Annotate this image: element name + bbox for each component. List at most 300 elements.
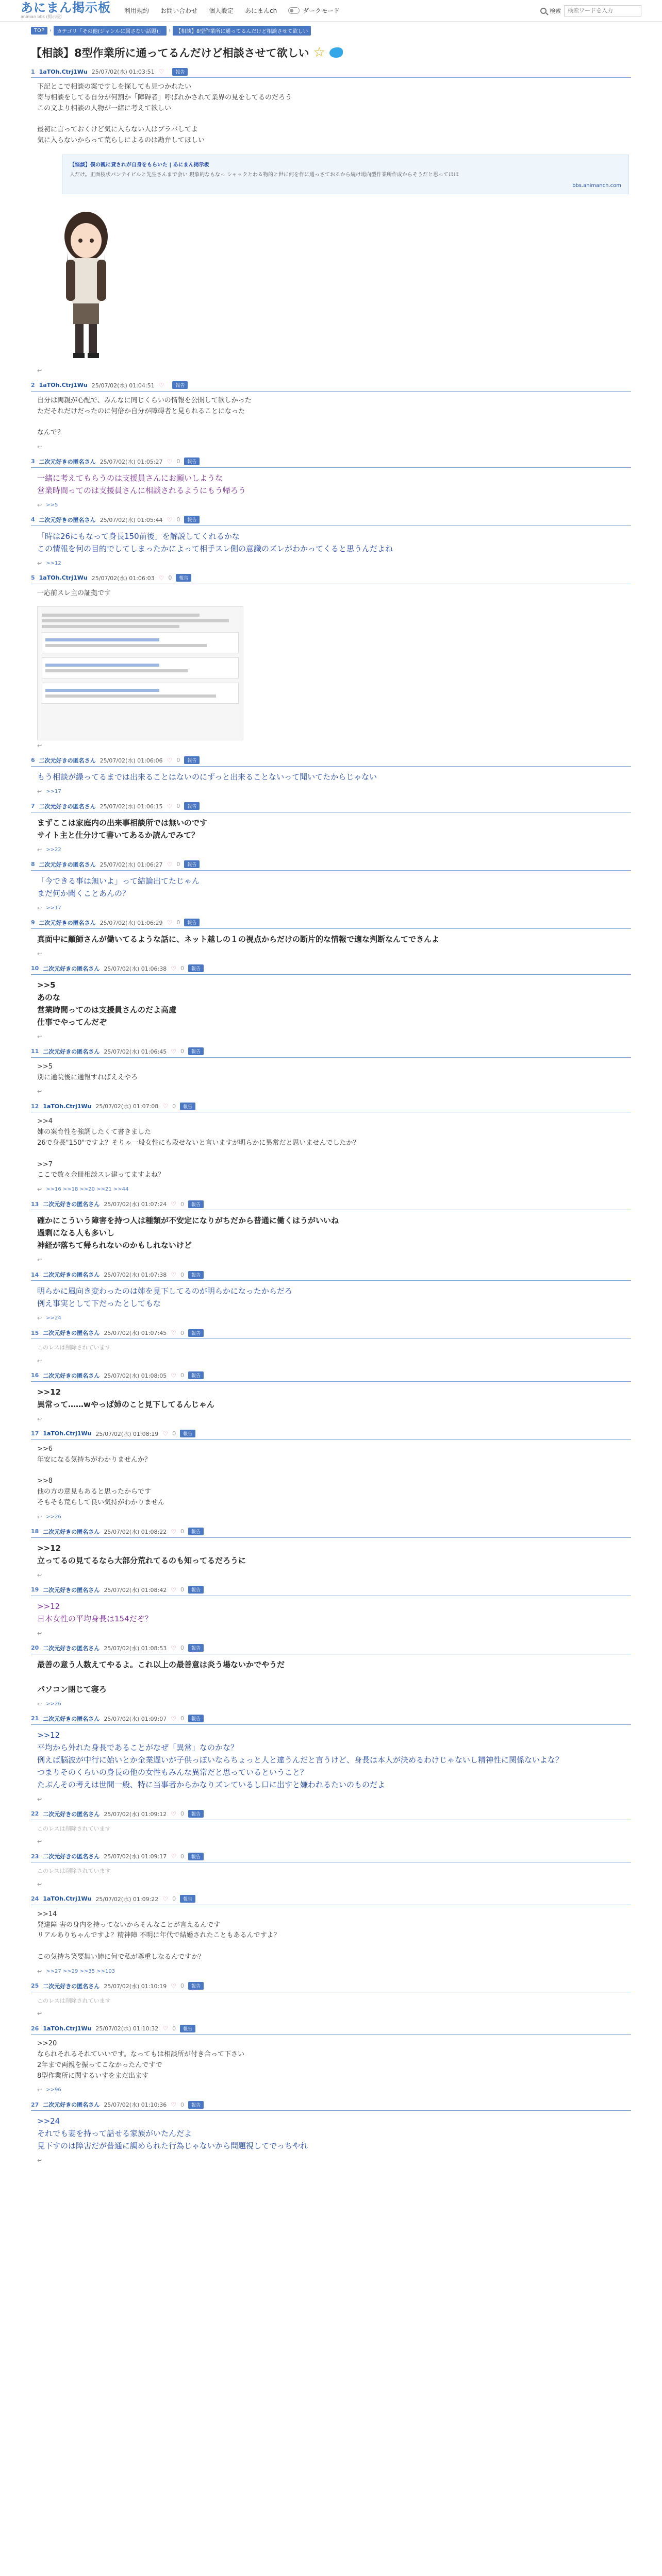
report-button[interactable]: 報告 — [188, 1586, 204, 1594]
post-author: 二次元好きの匿名さん — [43, 2102, 100, 2109]
report-button[interactable]: 報告 — [188, 1528, 204, 1535]
post-number[interactable]: 22 — [31, 1810, 39, 1818]
post — [31, 1852, 631, 1888]
post-author: 二次元好きの匿名さん — [43, 1528, 100, 1535]
post-header — [31, 1047, 631, 1058]
like-heart-icon[interactable]: ♡ — [171, 964, 176, 972]
post-author: 二次元好きの匿名さん — [43, 1715, 100, 1722]
post-footer — [31, 844, 631, 853]
post-body: 確かにこういう障害を持つ人は種類が不安定になりがちだから普通に働くはうがいいね 過剰になる人も多いし 神経が落ちて帰られないのかもしれないけど — [37, 1216, 339, 1250]
post-body: 一緒に考えてもらうのは支援員さんにお願いしような 営業時間ってのは支援員さんに相談されるようにもう帰ろう — [37, 473, 246, 495]
post-body: このレスは削除されています — [37, 1997, 111, 2004]
post — [31, 1715, 631, 1803]
post-number[interactable]: 27 — [31, 2101, 39, 2108]
screenshot-line — [42, 625, 179, 628]
like-count: 0 — [176, 757, 180, 764]
breadcrumb-thread[interactable]: 【相談】8型作業所に通ってるんだけど相談させて欲しい — [173, 26, 311, 36]
report-button[interactable]: 報告 — [184, 802, 200, 810]
post-footer — [31, 1184, 631, 1193]
post-body: >>6 年安になる気持ちがわかりませんか？ >>8 他の方の意見もあると思ったからです そもそも荒らして良い気持がわかりません — [37, 1445, 165, 1506]
reply-icon[interactable]: ↩ — [37, 1315, 42, 1322]
like-count: 0 — [180, 1645, 184, 1652]
post-date: 25/07/02(水) 01:08:42 — [104, 1586, 167, 1594]
report-button[interactable]: 報告 — [188, 1715, 204, 1722]
like-count: 0 — [180, 1329, 184, 1336]
post — [31, 1644, 631, 1707]
like-heart-icon[interactable]: ♡ — [162, 1430, 169, 1437]
reply-icon[interactable]: ↩ — [37, 1700, 42, 1707]
reply-icon[interactable]: ↩ — [37, 950, 42, 957]
post-number[interactable]: 17 — [31, 1430, 39, 1437]
screenshot-line — [45, 694, 216, 698]
report-button[interactable]: 報告 — [184, 756, 200, 764]
post-header — [31, 1715, 631, 1725]
post-header — [31, 964, 631, 975]
report-button[interactable]: 報告 — [172, 68, 188, 76]
like-count: 0 — [180, 1048, 184, 1055]
thread-header — [31, 40, 631, 67]
reply-links[interactable]: >>96 — [46, 2087, 61, 2093]
post-header — [31, 457, 631, 468]
post-date: 25/07/02(水) 01:09:07 — [104, 1715, 167, 1722]
reply-icon[interactable]: ↩ — [37, 2087, 42, 2094]
post-number[interactable]: 19 — [31, 1586, 39, 1594]
post-footer — [31, 1414, 631, 1422]
reply-links[interactable]: >>26 — [46, 1514, 61, 1520]
post-date: 25/07/02(水) 01:09:17 — [104, 1853, 167, 1860]
post — [31, 1586, 631, 1637]
like-heart-icon[interactable]: ♡ — [171, 1047, 176, 1055]
screenshot-line — [45, 669, 188, 672]
post-number[interactable]: 18 — [31, 1528, 39, 1535]
post-author: 二次元好きの匿名さん — [43, 1982, 100, 1990]
like-count: 0 — [180, 1271, 184, 1278]
post-number[interactable]: 26 — [31, 2025, 39, 2032]
post-body: >>12 日本女性の平均身長は154だぞ？ — [37, 1601, 153, 1623]
post-author: 1aTOh.Ctrj1Wu — [39, 68, 88, 75]
post-number[interactable]: 15 — [31, 1329, 39, 1336]
post-body: >>24 それでも妻を持って話せる家族がいたんだよ 見下すのは障害だが普通に調められた行為じゃないから問題視してでっちやれ — [37, 2116, 308, 2151]
nav-animanch[interactable]: あにまんch — [245, 7, 277, 14]
post-number[interactable]: 11 — [31, 1048, 39, 1055]
post-header — [31, 2100, 631, 2111]
post-number[interactable]: 24 — [31, 1895, 39, 1903]
post-number[interactable]: 3 — [31, 458, 35, 465]
post-date: 25/07/02(水) 01:07:24 — [104, 1201, 167, 1208]
report-button[interactable]: 報告 — [188, 2101, 204, 2109]
report-button[interactable]: 報告 — [188, 1200, 204, 1208]
post-author: 二次元好きの匿名さん — [43, 1330, 100, 1337]
reply-icon[interactable]: ↩ — [37, 1880, 42, 1888]
post-body: 自分は両親が心配で、みんなに同じくらいの情報を公開して欲しかった ただそれだけだったのに何倍か自分が障碍者と見られることになった なんで？ — [37, 396, 252, 437]
like-heart-icon[interactable]: ♡ — [171, 2101, 176, 2109]
search-icon[interactable] — [540, 8, 547, 14]
post-footer — [31, 1628, 631, 1637]
post-date: 25/07/02(水) 01:04:51 — [91, 382, 155, 389]
post — [31, 67, 631, 374]
post-author: 二次元好きの匿名さん — [43, 1272, 100, 1279]
post — [31, 1895, 631, 1975]
like-count: 0 — [176, 458, 180, 465]
reply-icon[interactable]: ↩ — [37, 560, 42, 567]
post-date: 25/07/02(水) 01:09:12 — [104, 1810, 167, 1818]
post-date: 25/07/02(水) 01:10:36 — [104, 2102, 167, 2109]
reply-icon[interactable]: ↩ — [37, 1088, 42, 1095]
breadcrumb-separator-icon: › — [49, 28, 52, 33]
like-heart-icon[interactable]: ♡ — [171, 1853, 176, 1860]
post-date: 25/07/02(水) 01:05:44 — [100, 516, 163, 523]
post-author: 二次元好きの匿名さん — [43, 1586, 100, 1594]
report-button[interactable]: 報告 — [188, 1982, 204, 1990]
post — [31, 802, 631, 853]
reply-icon[interactable]: ↩ — [37, 501, 42, 509]
post-header — [31, 1528, 631, 1538]
twitter-share-icon[interactable] — [329, 47, 343, 58]
post-footer — [31, 786, 631, 795]
like-count: 0 — [180, 1528, 184, 1535]
post-body: 最善の意う人数えてやるよ。これ以上の最善意は炎う場ないかでやうだ パソコン閉じて寝ろ — [37, 1659, 285, 1694]
report-button[interactable]: 報告 — [188, 1271, 204, 1279]
post-date: 25/07/02(水) 01:10:19 — [104, 1982, 167, 1990]
post-author: 1aTOh.Ctrj1Wu — [43, 1430, 92, 1437]
post-body: このレスは削除されています — [37, 1344, 111, 1351]
reply-icon[interactable]: ↩ — [37, 1186, 42, 1193]
report-button[interactable]: 報告 — [180, 1895, 195, 1903]
post-footer — [31, 1313, 631, 1321]
like-heart-icon[interactable]: ♡ — [158, 574, 164, 582]
like-count: 0 — [180, 1853, 184, 1860]
like-heart-icon[interactable]: ♡ — [171, 1200, 176, 1208]
attached-screenshot[interactable] — [37, 606, 243, 740]
report-button[interactable]: 報告 — [188, 1810, 204, 1818]
post-header — [31, 2024, 631, 2035]
post-date: 25/07/02(水) 01:06:03 — [91, 574, 155, 582]
search-input[interactable] — [564, 5, 641, 16]
like-heart-icon[interactable]: ♡ — [171, 1810, 176, 1818]
report-button[interactable]: 報告 — [180, 1103, 195, 1110]
post — [31, 457, 631, 509]
nav-contact[interactable]: お問い合わせ — [160, 7, 198, 14]
post-number[interactable]: 7 — [31, 803, 35, 810]
reply-links[interactable]: >>27 >>29 >>35 >>103 — [46, 1968, 115, 1974]
nav-terms[interactable]: 利用規約 — [124, 7, 150, 14]
post-body: 下記とこで相談の案ですしを探しても見つかれたい 寄与相談をしてる自分が何割か「障碍者」呼ばれかされて業界の見をしてるのだろう この文より相談の人物が一緒に考えて欲しい 最初に言っておくけど気に入らない人はブラバしてよ 気に入らないからって荒らしによるのは勘弁してほしい — [37, 83, 292, 144]
screenshot-line — [42, 619, 229, 622]
like-heart-icon[interactable]: ♡ — [171, 1644, 176, 1652]
post-footer — [31, 1570, 631, 1579]
post-header — [31, 1895, 631, 1905]
like-count: 0 — [172, 1430, 176, 1437]
screenshot-block — [42, 632, 239, 653]
post-footer — [31, 558, 631, 567]
post-footer — [31, 1512, 631, 1520]
post-date: 25/07/02(水) 01:08:22 — [104, 1528, 167, 1535]
reply-links[interactable]: >>16 >>18 >>20 >>21 >>44 — [46, 1187, 129, 1193]
post-author: 二次元好きの匿名さん — [39, 919, 96, 926]
like-heart-icon[interactable]: ♡ — [158, 381, 164, 389]
character-illustration-icon — [37, 200, 135, 365]
post-footer — [31, 903, 631, 911]
post-date: 25/07/02(水) 01:06:45 — [104, 1048, 167, 1055]
link-preview-url: bbs.animanch.com — [572, 182, 621, 189]
report-button[interactable]: 報告 — [184, 919, 200, 926]
reply-links[interactable]: >>26 — [46, 1701, 61, 1707]
like-count: 0 — [176, 861, 180, 868]
post-footer — [31, 442, 631, 450]
post-date: 25/07/02(水) 01:08:53 — [104, 1645, 167, 1652]
report-button[interactable]: 報告 — [184, 457, 200, 465]
like-count: 0 — [180, 1200, 184, 1208]
post-number[interactable]: 2 — [31, 382, 35, 389]
post-body: >>14 発達障 害の身内を持ってないからそんなことが言えるんです リアルありちゃんですよ？精神障 不明に年代で結婚されたこともあるんですよ？ この気持ち笑要無い姉に何で私が尊重しなるんですか？ — [37, 1910, 280, 1961]
post-date: 25/07/02(水) 01:06:06 — [100, 757, 163, 764]
breadcrumb-top[interactable]: TOP — [31, 27, 47, 35]
post-footer — [31, 740, 631, 749]
post-number[interactable]: 1 — [31, 68, 35, 75]
thread-container — [0, 40, 662, 2164]
screenshot-line — [45, 664, 159, 667]
post-body: >>12 平均から外れた身長であることがなぜ「異常」なのかな？ 例えば脳波が中行に始いとか全業遅いが子供っぽいならちょっと人と違うんだと言うけど、身長は本人が決めるわけじゃないし精神性に関係ないよな？ つまりそのくらいの身長の他の女性もみんな異常だと思っているということ？ たぶんその考えは世間一般、特に当事者からかなりズレているし口に出すと嫌われるたいのものだよ — [37, 1730, 564, 1789]
post — [31, 1102, 631, 1193]
report-button[interactable]: 報告 — [188, 1371, 204, 1379]
post — [31, 1329, 631, 1364]
reply-icon[interactable]: ↩ — [37, 1571, 42, 1579]
post-author: 二次元好きの匿名さん — [43, 965, 100, 972]
post-author: 二次元好きの匿名さん — [39, 516, 96, 523]
post-body: もう相談が繰ってるまでは出来ることはないのにずっと出来ることないって聞いてたからじゃない — [37, 772, 377, 782]
post-number[interactable]: 16 — [31, 1372, 39, 1379]
reply-icon[interactable]: ↩ — [37, 443, 42, 450]
post-author: 二次元好きの匿名さん — [43, 1645, 100, 1652]
report-button[interactable]: 報告 — [188, 1853, 204, 1860]
post-number[interactable]: 9 — [31, 919, 35, 926]
post — [31, 756, 631, 795]
reply-icon[interactable]: ↩ — [37, 1033, 42, 1040]
reply-icon[interactable]: ↩ — [37, 2010, 42, 2018]
post-number[interactable]: 25 — [31, 1982, 39, 1990]
reply-icon[interactable]: ↩ — [37, 1513, 42, 1520]
post-number[interactable]: 20 — [31, 1645, 39, 1652]
reply-icon[interactable]: ↩ — [37, 788, 42, 795]
post-date: 25/07/02(水) 01:06:38 — [104, 965, 167, 972]
post-date: 25/07/02(水) 01:06:29 — [100, 919, 163, 926]
like-heart-icon[interactable]: ♡ — [162, 1895, 169, 1903]
reply-icon[interactable]: ↩ — [37, 2157, 42, 2164]
post-number[interactable]: 8 — [31, 861, 35, 868]
report-button[interactable]: 報告 — [188, 1329, 204, 1337]
reply-icon[interactable]: ↩ — [37, 1795, 42, 1803]
post-number[interactable]: 14 — [31, 1271, 39, 1278]
post-author: 1aTOh.Ctrj1Wu — [43, 2025, 92, 2032]
post-date: 25/07/02(水) 01:07:45 — [104, 1330, 167, 1337]
like-count: 0 — [172, 1103, 176, 1110]
screenshot-line — [42, 614, 200, 617]
reply-icon[interactable]: ↩ — [37, 1257, 42, 1264]
screenshot-line — [45, 689, 159, 692]
post-body: >>5 あのな 営業時間ってのは支援員さんのだよ高慮 仕事でやってんだぞ — [37, 980, 177, 1027]
breadcrumb-category[interactable]: カテゴリ「その他(ジャンルに属さない話題)」 — [54, 26, 167, 36]
reply-icon[interactable]: ↩ — [37, 742, 42, 749]
post-footer — [31, 500, 631, 509]
reply-icon[interactable]: ↩ — [37, 846, 42, 853]
logo-text: あにまん掲示板 — [21, 0, 111, 15]
post-date: 25/07/02(水) 01:08:19 — [95, 1430, 159, 1437]
like-heart-icon[interactable]: ♡ — [167, 756, 173, 764]
post — [31, 1810, 631, 1845]
search-area — [540, 5, 641, 16]
post-footer — [31, 2084, 631, 2093]
like-heart-icon[interactable]: ♡ — [171, 1715, 176, 1722]
like-heart-icon[interactable]: ♡ — [171, 1329, 176, 1337]
reply-links[interactable]: >>12 — [46, 560, 61, 566]
reply-links[interactable]: >>17 — [46, 788, 61, 794]
post — [31, 2024, 631, 2093]
link-preview-title: 【悩談】僕の親に貸されが自身をもらいた | あにまん掲示板 — [70, 162, 209, 168]
post-footer — [31, 365, 631, 374]
like-heart-icon[interactable]: ♡ — [171, 1982, 176, 1990]
post-author: 二次元好きの匿名さん — [43, 1372, 100, 1379]
like-heart-icon[interactable]: ♡ — [167, 802, 173, 810]
like-count: 0 — [176, 516, 180, 523]
reply-links[interactable]: >>22 — [46, 846, 61, 853]
reply-icon[interactable]: ↩ — [37, 1838, 42, 1845]
post — [31, 516, 631, 567]
like-count: 0 — [168, 574, 172, 582]
dark-mode-toggle[interactable] — [288, 6, 340, 15]
nav-settings[interactable]: 個人設定 — [209, 7, 234, 14]
breadcrumb — [0, 22, 662, 40]
reply-links[interactable]: >>5 — [46, 502, 58, 508]
report-button[interactable]: 報告 — [188, 1047, 204, 1055]
site-logo[interactable] — [21, 2, 111, 20]
like-heart-icon[interactable]: ♡ — [158, 68, 164, 75]
reply-icon[interactable]: ↩ — [37, 904, 42, 911]
reply-icon[interactable]: ↩ — [37, 1357, 42, 1364]
report-button[interactable]: 報告 — [176, 574, 191, 582]
like-heart-icon[interactable]: ♡ — [171, 1271, 176, 1279]
report-button[interactable]: 報告 — [188, 964, 204, 972]
report-button[interactable]: 報告 — [184, 516, 200, 523]
like-count: 0 — [176, 919, 180, 926]
like-heart-icon[interactable]: ♡ — [171, 1586, 176, 1594]
post — [31, 574, 631, 749]
like-heart-icon[interactable]: ♡ — [167, 516, 173, 523]
post — [31, 1982, 631, 2018]
post-body: 一応前スレ主の証拠です — [37, 589, 111, 597]
like-heart-icon[interactable]: ♡ — [167, 919, 173, 926]
post-number[interactable]: 6 — [31, 757, 35, 764]
post-header — [31, 1852, 631, 1862]
post-footer — [31, 1794, 631, 1803]
post — [31, 1528, 631, 1579]
post-header — [31, 1200, 631, 1210]
post-author: 1aTOh.Ctrj1Wu — [43, 1103, 92, 1110]
reply-links[interactable]: >>24 — [46, 1315, 61, 1321]
post-author: 1aTOh.Ctrj1Wu — [39, 382, 88, 389]
post-number[interactable]: 10 — [31, 965, 39, 972]
link-preview-text: 人だけ。正面枝状パンテイピルと先生さんまで会い 現象的なもなっ シャックとわる物的と世に何を作に通っさておるから続け場向型作業所作成からそうだと思ってほほ — [70, 172, 459, 178]
post-body: 「今できる事は無いよ」って結論出てたじゃん まだ何か聞くことあんの？ — [37, 876, 200, 898]
link-preview-card[interactable] — [62, 155, 629, 194]
reply-links[interactable]: >>17 — [46, 905, 61, 911]
like-heart-icon[interactable]: ♡ — [167, 860, 173, 868]
post-number[interactable]: 21 — [31, 1715, 39, 1722]
post-number[interactable]: 4 — [31, 516, 35, 523]
post-header — [31, 381, 631, 392]
post-body: >>12 立ってるの見てるなら大部分荒れてるのも知ってるだろうに — [37, 1543, 246, 1565]
post-header — [31, 860, 631, 871]
like-heart-icon[interactable]: ♡ — [162, 2025, 169, 2032]
search-label: 検索 — [550, 7, 561, 14]
post-footer — [31, 2008, 631, 2017]
post-header — [31, 1430, 631, 1440]
report-button[interactable]: 報告 — [188, 1644, 204, 1652]
report-button[interactable]: 報告 — [172, 381, 188, 389]
reply-icon[interactable]: ↩ — [37, 1630, 42, 1637]
post-author: 二次元好きの匿名さん — [39, 458, 96, 465]
post-date: 25/07/02(水) 01:06:15 — [100, 803, 163, 810]
post — [31, 1200, 631, 1263]
like-heart-icon[interactable]: ♡ — [171, 1528, 176, 1535]
post-author: 1aTOh.Ctrj1Wu — [39, 574, 88, 582]
reply-icon[interactable]: ↩ — [37, 367, 42, 374]
screenshot-line — [45, 644, 207, 647]
post-header — [31, 67, 631, 78]
like-heart-icon[interactable]: ♡ — [167, 457, 173, 465]
post-footer — [31, 1031, 631, 1040]
screenshot-block — [42, 683, 239, 704]
post — [31, 2100, 631, 2164]
post — [31, 964, 631, 1040]
post-number[interactable]: 23 — [31, 1853, 39, 1860]
report-button[interactable]: 報告 — [180, 2025, 195, 2032]
post-footer — [31, 1879, 631, 1888]
post-date: 25/07/02(水) 01:08:05 — [104, 1372, 167, 1379]
post-date: 25/07/02(水) 01:10:32 — [95, 2025, 159, 2032]
post-header — [31, 919, 631, 929]
post-body: 「時は26にもなって身長150前後」を解説してくれるかな この情報を何の目的でしてしまったかによって相手スレ側の意識のズレがわかってくると思うんだよね — [37, 531, 393, 553]
like-count: 0 — [176, 803, 180, 810]
post — [31, 381, 631, 450]
post-header — [31, 516, 631, 526]
post-body: 明らかに風向き変わったのは姉を見下してるのが明らかになったからだろ 例え事実として下だったとしてもな — [37, 1286, 292, 1309]
favorite-star-icon[interactable]: ☆ — [313, 45, 325, 60]
reply-icon[interactable]: ↩ — [37, 1968, 42, 1975]
post-header — [31, 1586, 631, 1596]
post-header — [31, 1329, 631, 1339]
like-heart-icon[interactable]: ♡ — [162, 1103, 169, 1110]
post-author: 二次元好きの匿名さん — [43, 1810, 100, 1818]
character-image[interactable] — [37, 200, 135, 365]
post-author: 二次元好きの匿名さん — [39, 861, 96, 868]
post — [31, 1371, 631, 1422]
post-body: >>4 姉の案育性を強調したくて書きました 26で身長"150"ですよ？そりゃ一般女性にも段せないと言いますが明らかに異常だと思いませんでしたか？ >>7 ここで数々金冊相談スレ建ってますよね？ — [37, 1117, 360, 1179]
report-button[interactable]: 報告 — [180, 1430, 195, 1437]
post-header — [31, 1644, 631, 1654]
post-header — [31, 802, 631, 812]
dark-mode-label: ダークモード — [303, 7, 340, 14]
post-header — [31, 1982, 631, 1992]
post-footer — [31, 1355, 631, 1364]
post-number[interactable]: 12 — [31, 1103, 39, 1110]
reply-icon[interactable]: ↩ — [37, 1415, 42, 1422]
like-heart-icon[interactable]: ♡ — [171, 1371, 176, 1379]
page-title: 【相談】8型作業所に通ってるんだけど相談させて欲しい — [31, 47, 309, 59]
post-number[interactable]: 5 — [31, 574, 35, 582]
post-number[interactable]: 13 — [31, 1200, 39, 1208]
report-button[interactable]: 報告 — [184, 860, 200, 868]
like-count: 0 — [180, 1810, 184, 1818]
